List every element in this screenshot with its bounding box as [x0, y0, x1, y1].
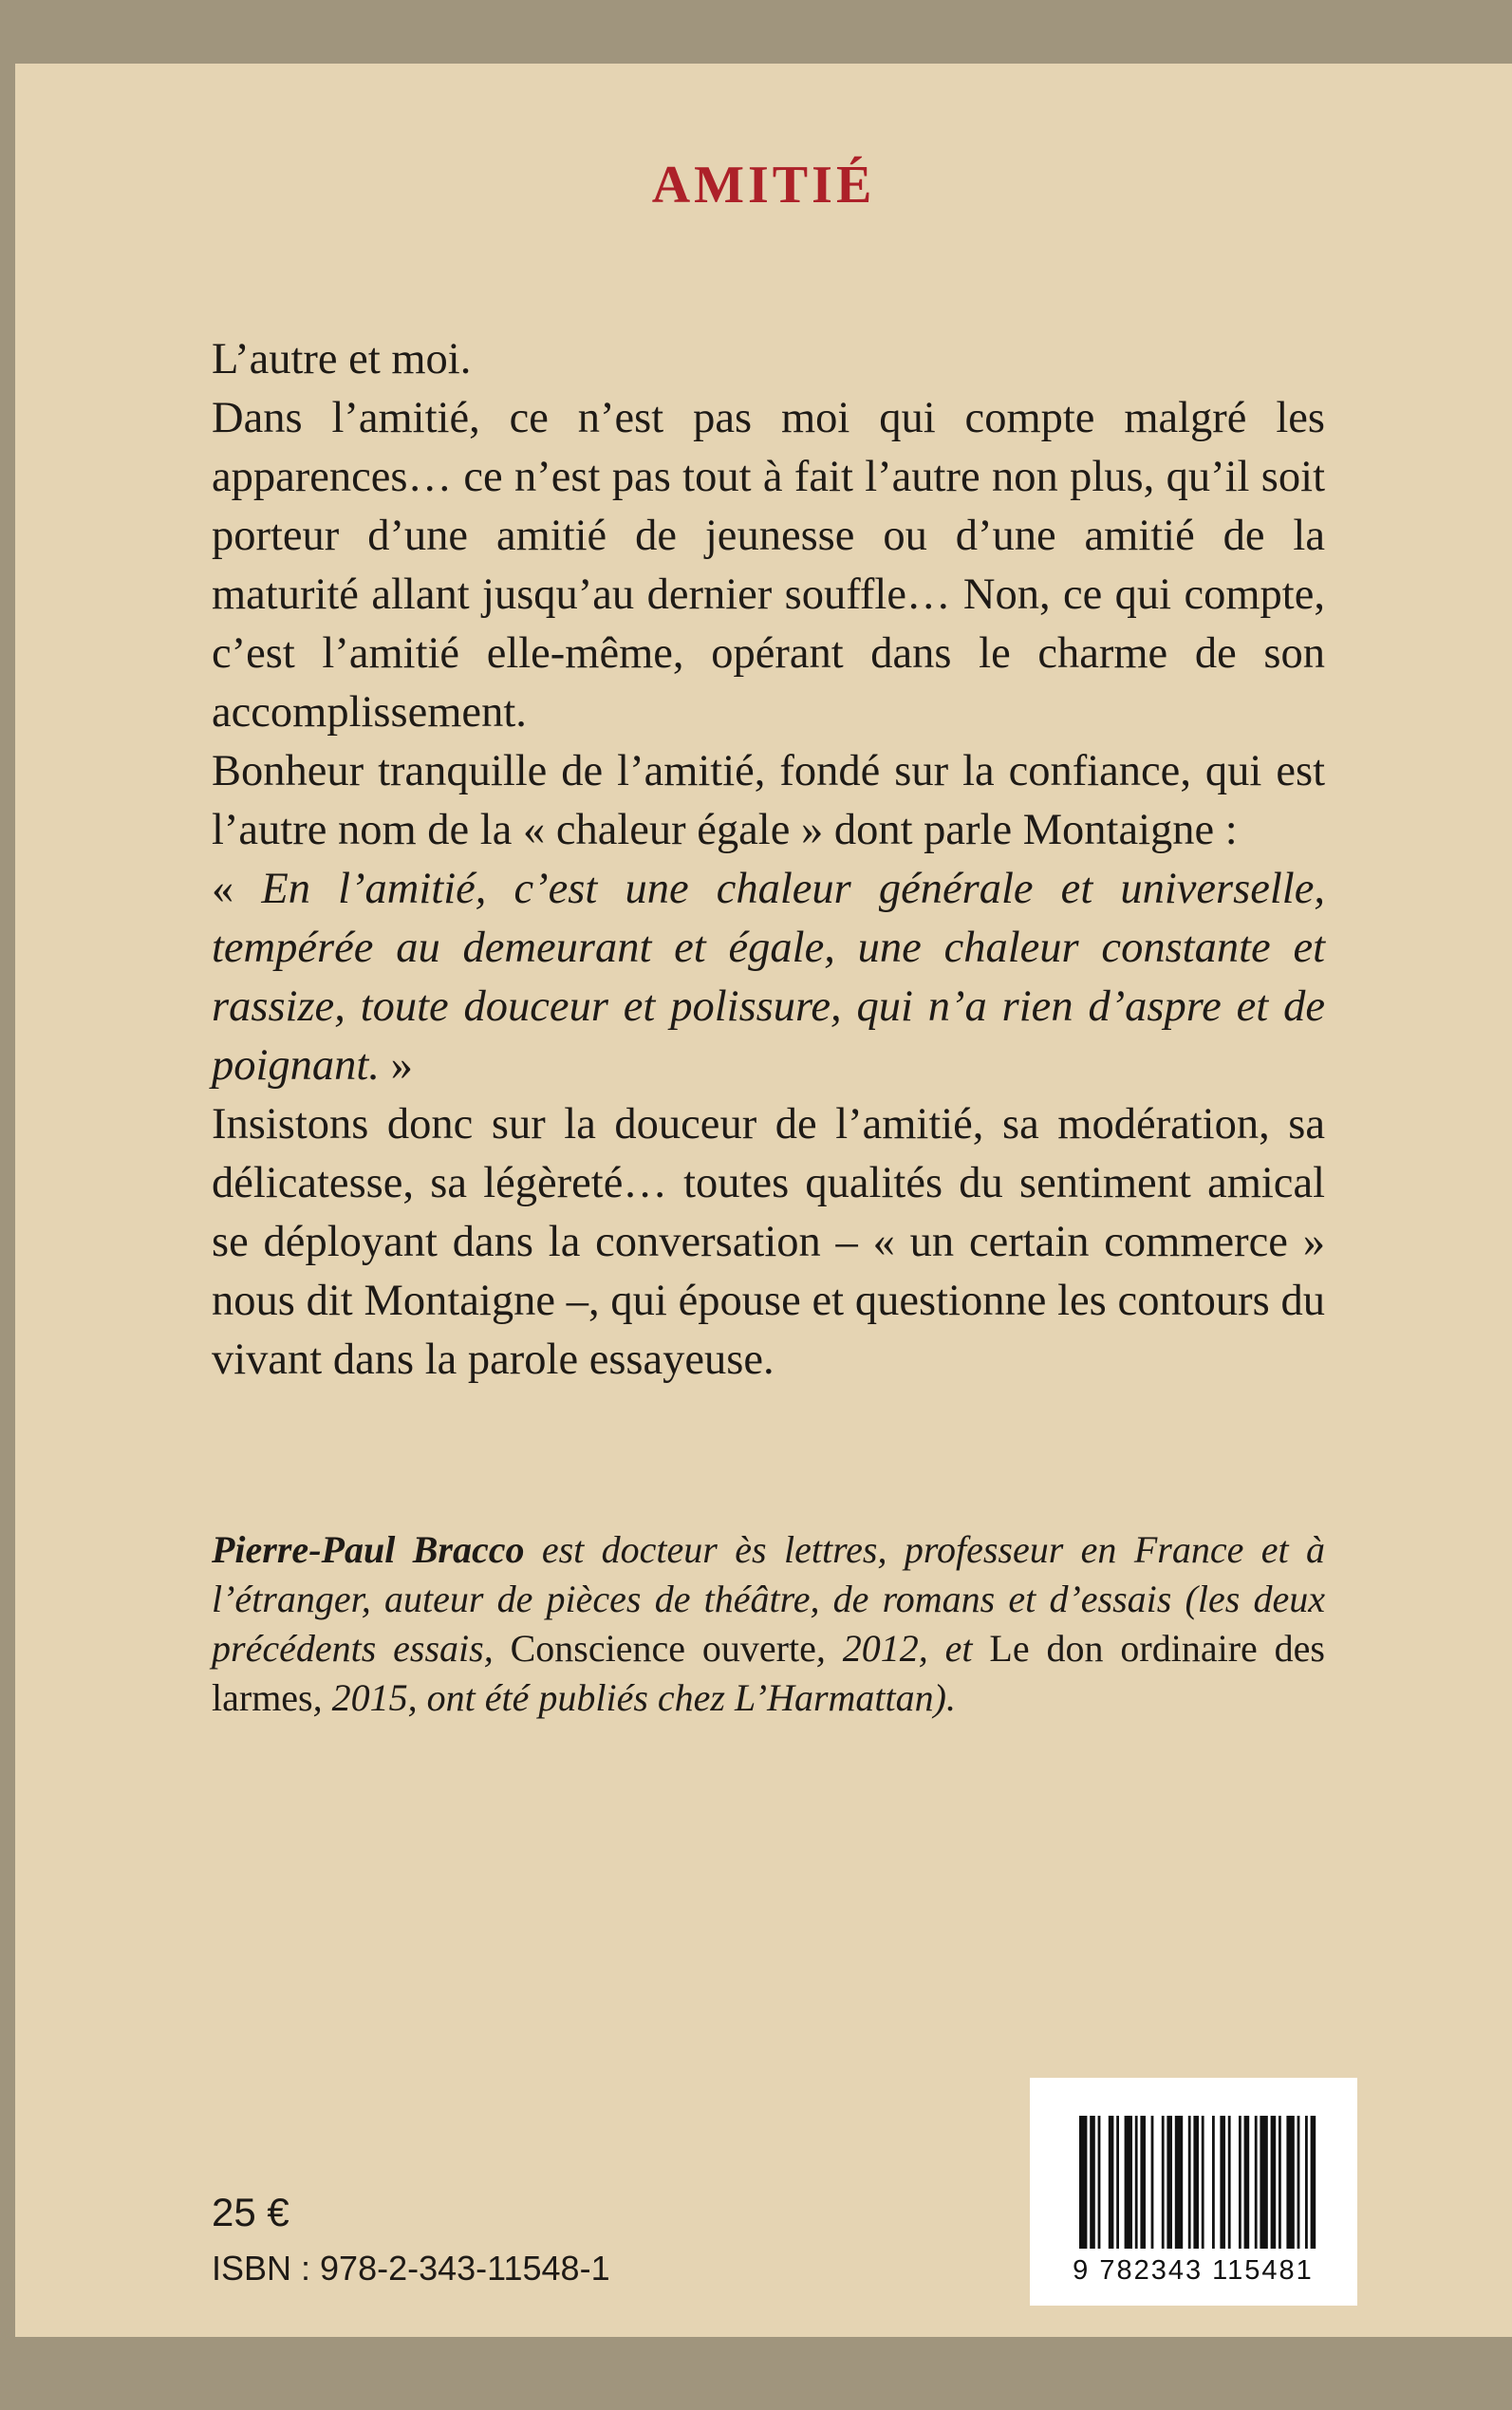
isbn: ISBN : 978-2-343-11548-1 — [212, 2249, 610, 2288]
author-bio — [212, 1525, 1325, 1723]
book-title-2: Le don ordinaire des larmes — [212, 1627, 1325, 1719]
quote-open-mark: « — [212, 865, 262, 913]
bio-text-3: , 2015, ont été publiés chez L’Harmattan). — [312, 1676, 956, 1719]
blurb — [212, 330, 1325, 1390]
blurb-opening-line: L’autre et moi. — [212, 335, 472, 383]
book-title: AMITIÉ — [651, 156, 876, 215]
back-cover — [15, 64, 1512, 2337]
blurb-paragraph-1: Dans l’amitié, ce n’est pas moi qui compte malgré les apparences… ce n’est pas tout à fait l’autre non plus, qu’il soit porteur d’une amitié de jeunesse ou d’une amitié de la maturité allant jusqu’au dernier souffle… Non, ce qui compte, c’est l’amitié elle-même, opérant dans le charme de son accomplissement. — [212, 394, 1325, 737]
author-name: Pierre-Paul Bracco — [212, 1528, 525, 1571]
blurb-paragraph-3: Insistons donc sur la douceur de l’amitié, sa modération, sa délicatesse, sa légèreté… toutes qualités du sentiment amical se déployant dans la conversation – « un certain commerce » nous dit Montaigne –, qui épouse et questionne les contours du vivant dans la parole essayeuse. — [212, 1100, 1325, 1384]
barcode-bars-icon — [1079, 2116, 1316, 2249]
barcode-digits: 9 782343 115481 — [1073, 2255, 1314, 2286]
quote-close-mark: » — [379, 1041, 413, 1090]
price: 25 € — [212, 2190, 289, 2234]
barcode — [1030, 2078, 1357, 2306]
bio-text-2: , 2012, et — [815, 1627, 990, 1670]
book-title-1: Conscience ouverte — [510, 1627, 816, 1670]
blurb-paragraph-2: Bonheur tranquille de l’amitié, fondé sur la confiance, qui est l’autre nom de la « chaleur égale » dont parle Montaigne : — [212, 747, 1325, 854]
quote-text: En l’amitié, c’est une chaleur générale et universelle, tempérée au demeurant et égale, une chaleur constante et rassize, toute douceur et polissure, qui n’a rien d’aspre et de poignant. — [212, 865, 1325, 1090]
montaigne-quote — [212, 860, 1325, 1095]
bio-text-1: est docteur ès lettres, professeur en France et à l’étranger, auteur de pièces de théâtre, de romans et d’essais (les deux précédents essais, — [212, 1528, 1325, 1670]
